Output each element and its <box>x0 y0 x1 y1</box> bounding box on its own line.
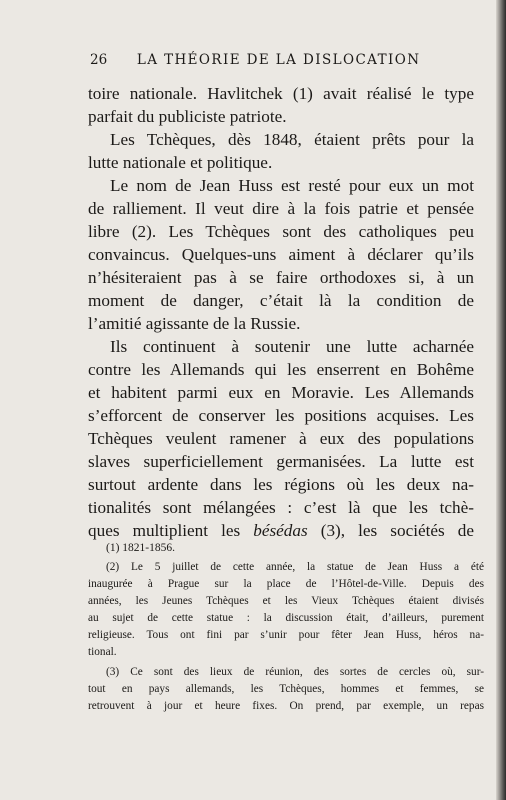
footnote-line: religieuse. Tous ont fini par s’unir pour fêter Jean Huss, héros na- <box>88 629 484 641</box>
body-line: lutte nationale et politique. <box>88 153 273 172</box>
body-line: tionalités sont mélangées : c’est là que les tchè- <box>88 498 474 517</box>
body-line: l’amitié agissante de la Russie. <box>88 314 301 333</box>
footnote-3 <box>88 664 484 715</box>
body-line: convaincus. Quelques-uns aiment à déclarer qu’ils <box>88 245 474 264</box>
body-line: libre (2). Les Tchèques sont des catholiques peu <box>88 222 474 241</box>
body-line-part: ques multiplient les <box>88 521 254 540</box>
footnotes <box>88 540 484 715</box>
body-line <box>88 519 474 542</box>
body-line: Tchèques veulent ramener à eux des populations <box>88 429 474 448</box>
body-line: Ils continuent à soutenir une lutte acharnée <box>110 337 474 356</box>
body-line: s’efforcent de conserver les positions acquises. Les <box>88 406 474 425</box>
body-line: n’hésiteraient pas à se faire orthodoxes si, à un <box>88 268 474 287</box>
body-text <box>88 82 474 542</box>
footnote-line: au sujet de cette statue : la discussion était, d’ailleurs, purement <box>88 612 484 624</box>
body-line: contre les Allemands qui les enserrent en Bohême <box>88 360 474 379</box>
running-title: LA THÉORIE DE LA DISLOCATION <box>136 52 421 68</box>
footnote-line: (2) Le 5 juillet de cette année, la statue de Jean Huss a été <box>106 561 484 573</box>
body-line: Les Tchèques, dès 1848, étaient prêts pour la <box>110 130 474 149</box>
body-line: toire nationale. Havlitchek (1) avait réalisé le type <box>88 84 474 103</box>
footnote-line: tout en pays allemands, les Tchèques, hommes et femmes, se <box>88 683 484 695</box>
body-line: de ralliement. Il veut dire à la fois patrie et pensée <box>88 199 474 218</box>
footnote-line: retrouvent à jour et heure fixes. On prend, par exemple, un repas <box>88 700 484 712</box>
running-header <box>90 52 470 68</box>
body-line: Le nom de Jean Huss est resté pour eux un mot <box>110 176 474 195</box>
footnote-line: années, les Jeunes Tchèques et les Vieux Tchèques étaient divisés <box>88 595 484 607</box>
footnote-line: inaugurée à Prague sur la place de l’Hôtel-de-Ville. Depuis des <box>88 578 484 590</box>
page-number: 26 <box>90 52 108 68</box>
footnote-line: (3) Ce sont des lieux de réunion, des sortes de cercles où, sur- <box>106 666 484 678</box>
body-line: slaves superficiellement germanisées. La lutte est <box>88 452 474 471</box>
footnote-2 <box>88 559 484 661</box>
footnote-1: (1) 1821-1856. <box>106 542 175 554</box>
body-line: moment de danger, c’était là la condition de <box>88 291 474 310</box>
body-line: parfait du publiciste patriote. <box>88 107 287 126</box>
body-line-part: (3), les sociétés de <box>307 521 475 540</box>
italic-term: bésédas <box>253 521 308 540</box>
body-line: surtout ardente dans les régions où les deux na- <box>88 475 474 494</box>
body-line: et habitent parmi eux en Moravie. Les Allemands <box>88 383 474 402</box>
footnote-line: tional. <box>88 646 117 658</box>
